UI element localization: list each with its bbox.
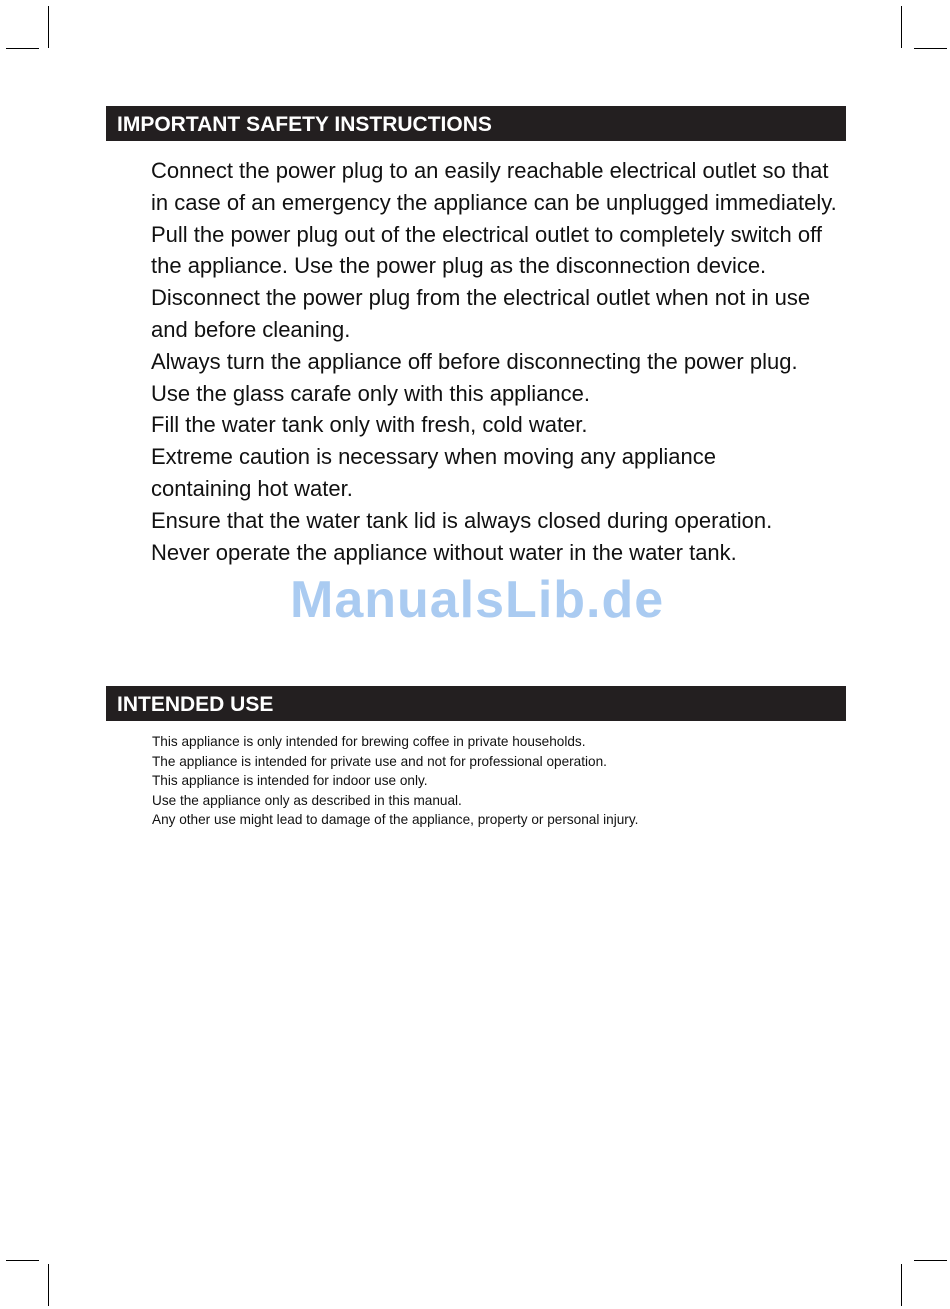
safety-item: Use the glass carafe only with this appliance. <box>151 380 591 406</box>
watermark: ManualsLib.de <box>290 571 665 629</box>
crop-mark <box>48 1264 49 1306</box>
intended-use-title: INTENDED USE <box>117 693 274 716</box>
safety-item: Never operate the appliance without water in the water tank. <box>151 539 737 565</box>
safety-item: Disconnect the power plug from the electrical outlet when not in use and before cleaning. <box>151 285 811 342</box>
intended-use-section-header <box>106 686 846 721</box>
intended-use-item: Any other use might lead to damage of the appliance, property or personal injury. <box>152 812 639 828</box>
safety-item: Always turn the appliance off before disconnecting the power plug. <box>151 348 798 374</box>
crop-mark <box>914 48 947 49</box>
safety-item: Fill the water tank only with fresh, cold water. <box>151 412 588 438</box>
intended-use-item: The appliance is intended for private use and not for professional operation. <box>152 753 607 769</box>
crop-mark <box>901 1264 902 1306</box>
safety-item: Ensure that the water tank lid is always closed during operation. <box>151 507 773 533</box>
safety-section-header <box>106 106 846 141</box>
crop-mark <box>901 6 902 48</box>
safety-instructions-list <box>151 155 851 568</box>
crop-mark <box>48 6 49 48</box>
intended-use-item: Use the appliance only as described in this manual. <box>152 792 462 808</box>
intended-use-list <box>152 732 852 830</box>
crop-mark <box>6 1260 39 1261</box>
safety-item: Extreme caution is necessary when moving any appliance containing hot water. <box>151 444 716 501</box>
safety-item: Connect the power plug to an easily reachable electrical outlet so that in case of an emergency the appliance can be unplugged immediately. Pull the power plug out of the electrical outlet to completely switch off the appliance. Use the power plug as the disconnection device. <box>151 158 837 279</box>
safety-title: IMPORTANT SAFETY INSTRUCTIONS <box>117 113 492 136</box>
crop-mark <box>6 48 39 49</box>
crop-mark <box>914 1260 947 1261</box>
intended-use-item: This appliance is only intended for brewing coffee in private households. <box>152 734 586 749</box>
intended-use-item: This appliance is intended for indoor use only. <box>152 773 428 789</box>
